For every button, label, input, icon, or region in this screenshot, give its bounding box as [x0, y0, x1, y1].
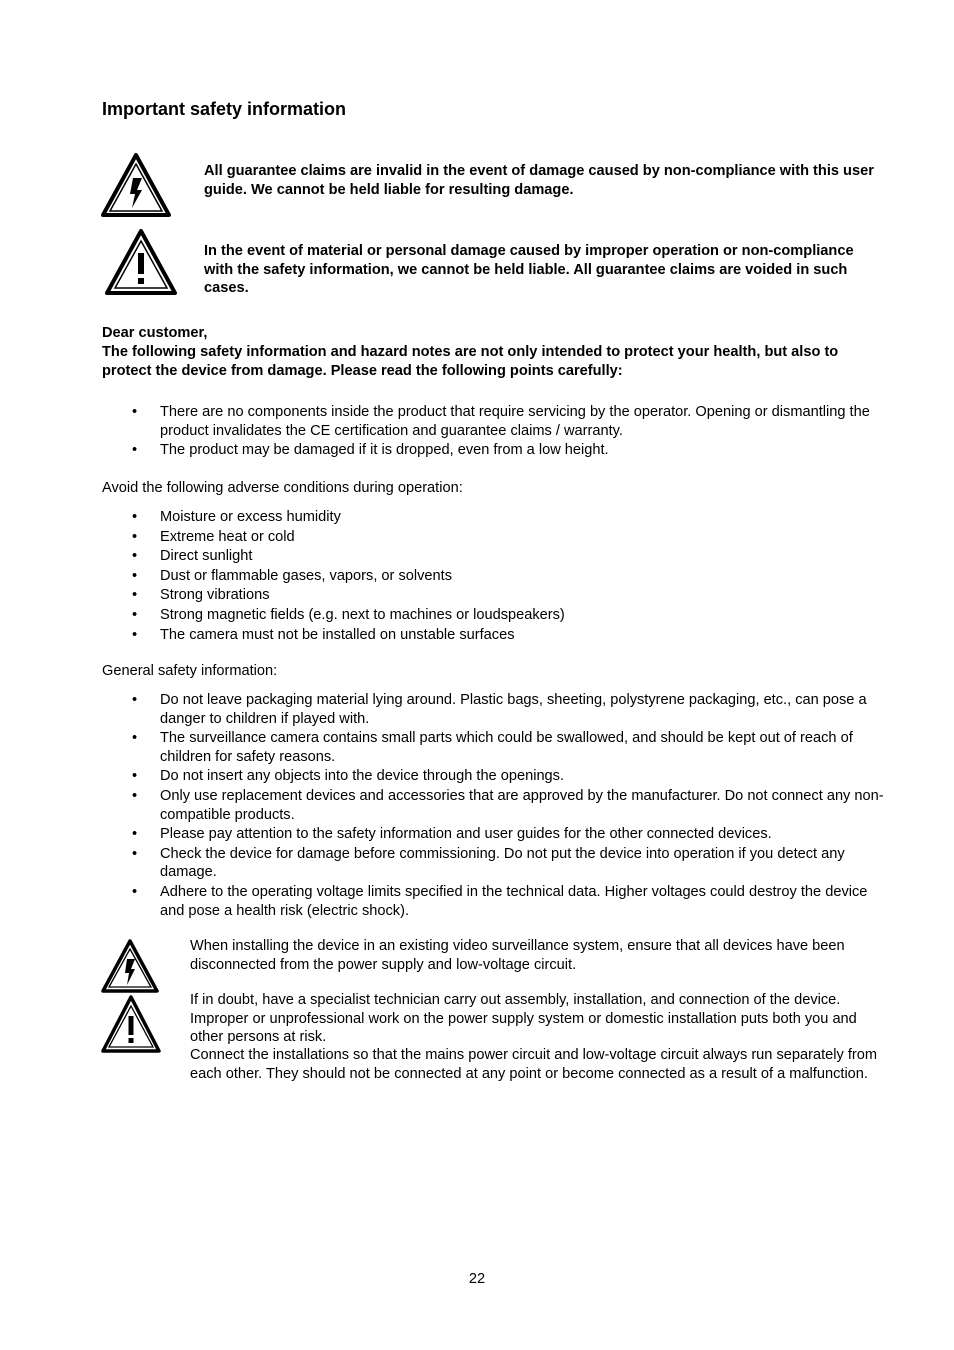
note-text-specialist: If in doubt, have a specialist technician carry out assembly, installation, and connection of the device. Improper or unprofessional work on the power supply system or domestic installation puts both you and other persons at risk.	[190, 992, 857, 1046]
warning-block-electric	[100, 152, 890, 218]
page-number: 22	[468, 1271, 486, 1287]
note-text-disconnect: When installing the device in an existing video surveillance system, ensure that all devices have been disconnected from the power supply and low-voltage circuit.	[190, 938, 845, 973]
list-item: • Extreme heat or cold	[132, 528, 295, 545]
warning-block-general	[100, 228, 890, 296]
list-item: • Dust or flammable gases, vapors, or solvents	[132, 567, 452, 584]
general-safety-list	[102, 691, 892, 920]
conditions-list	[102, 508, 892, 644]
electric-hazard-icon	[100, 938, 160, 994]
general-warning-icon	[100, 994, 162, 1054]
salutation: Dear customer,	[102, 325, 208, 341]
list-item: • There are no components inside the product that require servicing by the operator. Opening or dismantling the product invalidates the CE certification and guarantee claims / warranty.	[132, 404, 870, 439]
list-item: • Do not insert any objects into the device through the openings.	[132, 768, 565, 785]
electric-hazard-icon	[100, 152, 172, 218]
note-text-separate-circuits: Connect the installations so that the mains power circuit and low-voltage circuit always run separately from each other. They should not be connected at any point or become connected as a result of a malfunction.	[190, 1047, 878, 1082]
general-warning-icon	[104, 228, 178, 296]
list-item: • Strong magnetic fields (e.g. next to machines or loudspeakers)	[132, 606, 565, 623]
list-item: • Moisture or excess humidity	[132, 509, 341, 525]
list-item: • Direct sunlight	[132, 548, 253, 565]
warning-text-general: In the event of material or personal damage caused by improper operation or non-compliance with the safety information, we cannot be held liable. All guarantee claims are voided in such cases.	[204, 243, 854, 297]
list-item: • Strong vibrations	[132, 587, 270, 604]
list-item: • Only use replacement devices and accessories that are approved by the manufacturer. Do not connect any non-compatible products.	[132, 787, 884, 823]
note-icons	[100, 938, 162, 1058]
list-item: • Do not leave packaging material lying around. Plastic bags, sheeting, polystyrene packaging, etc., can pose a danger to children if played with.	[132, 692, 867, 727]
list-item: • The surveillance camera contains small parts which could be swallowed, and should be kept out of reach of children for safety reasons.	[132, 730, 853, 765]
warning-text-electric: All guarantee claims are invalid in the event of damage caused by non-compliance with this user guide. We cannot be held liable for resulting damage.	[204, 163, 874, 198]
list-item: • Please pay attention to the safety information and user guides for the other connected devices.	[132, 826, 772, 843]
intro-text: The following safety information and hazard notes are not only intended to protect your health, but also to protect the device from damage. Please read the following points carefully:	[102, 344, 839, 379]
list-item: • The camera must not be installed on unstable surfaces	[132, 626, 515, 643]
list-item: • Adhere to the operating voltage limits specified in the technical data. Higher voltages could destroy the device and pose a health risk (electric shock).	[132, 883, 868, 919]
page-heading: Important safety information	[102, 99, 347, 119]
conditions-label: Avoid the following adverse conditions during operation:	[102, 480, 463, 496]
list-item: • Check the device for damage before commissioning. Do not put the device into operation if you detect any damage.	[132, 845, 845, 881]
general-label: General safety information:	[102, 663, 278, 679]
list-item: • The product may be damaged if it is dropped, even from a low height.	[132, 442, 609, 459]
product-notes-list	[102, 403, 892, 460]
